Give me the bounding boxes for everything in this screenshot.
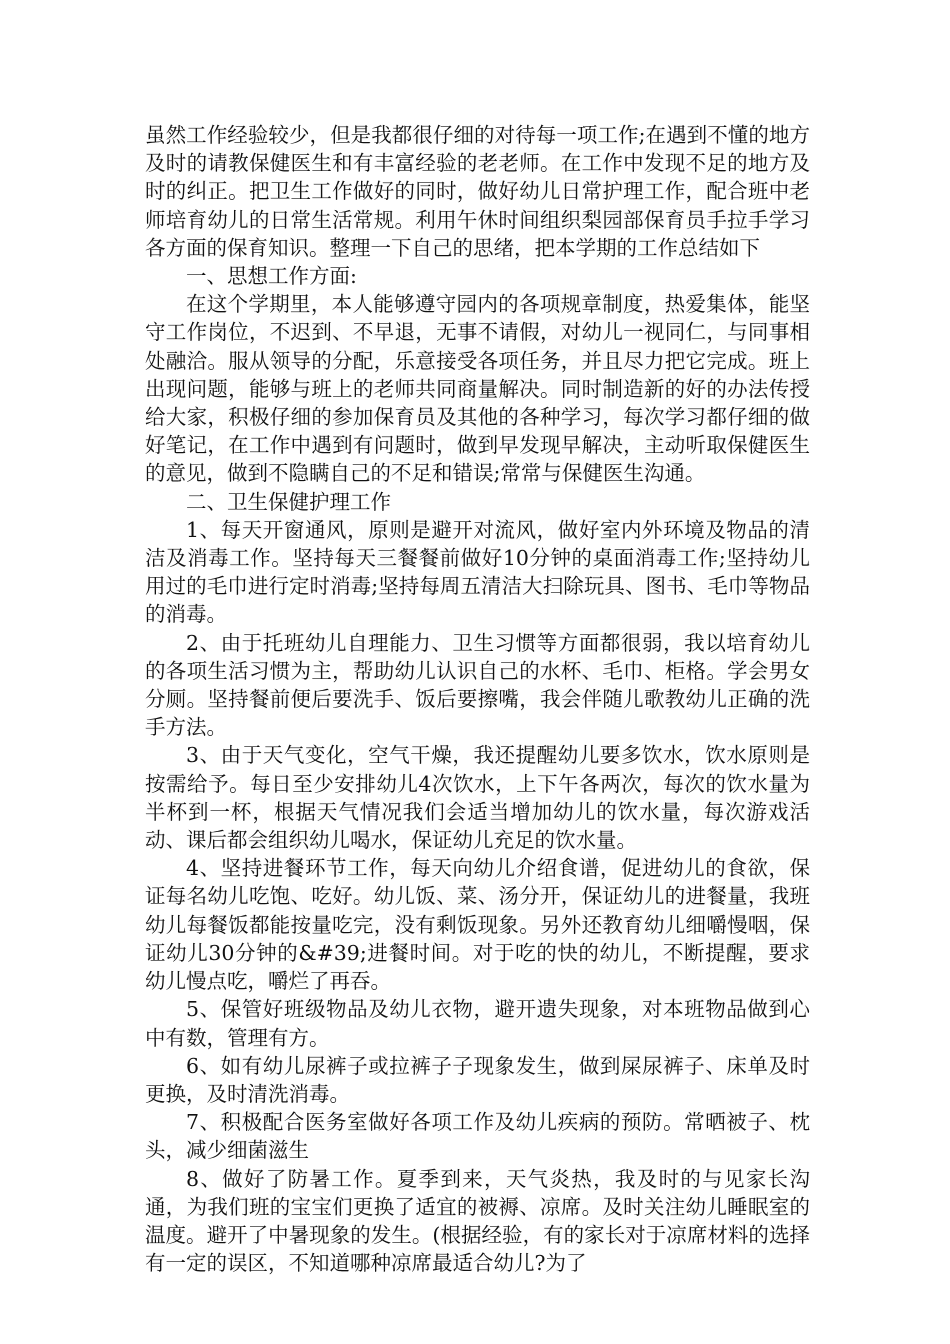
list-item: 5、保管好班级物品及幼儿衣物，避开遗失现象，对本班物品做到心中有数，管理有方。 <box>145 997 810 1050</box>
list-item: 4、坚持进餐环节工作，每天向幼儿介绍食谱，促进幼儿的食欲，保证每名幼儿吃饱、吃好。幼儿饭、菜、汤分开，保证幼儿的进餐量，我班幼儿每餐饭都能按量吃完，没有剩饭现象。另外还教育幼儿细嚼慢咽，保证幼儿30分钟的&#39;进餐时间。对于吃的快的幼儿，不断提醒，要求幼儿慢点吃，嚼烂了再吞。 <box>145 856 810 994</box>
list-item: 8、做好了防暑工作。夏季到来，天气炎热，我及时的与见家长沟通，为我们班的宝宝们更换了适宜的被褥、凉席。及时关注幼儿睡眠室的温度。避开了中暑现象的发生。(根据经验，有的家长对于凉席材料的选择有一定的误区，不知道哪种凉席最适合幼儿?为了 <box>145 1166 810 1276</box>
ideology-paragraph: 在这个学期里，本人能够遵守园内的各项规章制度，热爱集体，能坚守工作岗位，不迟到、不早退，无事不请假，对幼儿一视同仁，与同事相处融洽。服从领导的分配，乐意接受各项任务，并且尽力把它完成。班上出现问题，能够与班上的老师共同商量解决。同时制造新的好的办法传授给大家，积极仔细的参加保育员及其他的各种学习，每次学习都仔细的做好笔记，在工作中遇到有问题时，做到早发现早解决，主动听取保健医生的意见，做到不隐瞒自己的不足和错误;常常与保健医生沟通。 <box>145 292 810 486</box>
list-item: 1、每天开窗通风，原则是避开对流风，做好室内外环境及物品的清洁及消毒工作。坚持每天三餐餐前做好10分钟的桌面消毒工作;坚持幼儿用过的毛巾进行定时消毒;坚持每周五清洁大扫除玩具、图书、毛巾等物品的消毒。 <box>145 517 810 627</box>
document-page <box>145 121 810 1277</box>
list-item: 2、由于托班幼儿自理能力、卫生习惯等方面都很弱，我以培育幼儿的各项生活习惯为主，帮助幼儿认识自己的水杯、毛巾、柜格。学会男女分厕。坚持餐前便后要洗手、饭后要擦嘴，我会伴随儿歌教幼儿正确的洗手方法。 <box>145 630 810 740</box>
section-heading-health-care: 二、卫生保健护理工作 <box>186 489 391 514</box>
section-heading-ideology: 一、思想工作方面: <box>186 264 357 289</box>
list-item: 3、由于天气变化，空气干燥，我还提醒幼儿要多饮水，饮水原则是按需给予。每日至少安排幼儿4次饮水，上下午各两次，每次的饮水量为半杯到一杯，根据天气情况我们会适当增加幼儿的饮水量，每次游戏活动、课后都会组织幼儿喝水，保证幼儿充足的饮水量。 <box>145 743 810 853</box>
list-item: 6、如有幼儿尿裤子或拉裤子子现象发生，做到屎尿裤子、床单及时更换，及时清洗消毒。 <box>145 1053 810 1106</box>
list-item: 7、积极配合医务室做好各项工作及幼儿疾病的预防。常晒被子、枕头，减少细菌滋生 <box>145 1110 810 1163</box>
intro-paragraph: 虽然工作经验较少，但是我都很仔细的对待每一项工作;在遇到不懂的地方及时的请教保健医生和有丰富经验的老老师。在工作中发现不足的地方及时的纠正。把卫生工作做好的同时，做好幼儿日常护理工作，配合班中老师培育幼儿的日常生活常规。利用午休时间组织梨园部保育员手拉手学习各方面的保育知识。整理一下自己的思绪，把本学期的工作总结如下 <box>145 123 810 260</box>
